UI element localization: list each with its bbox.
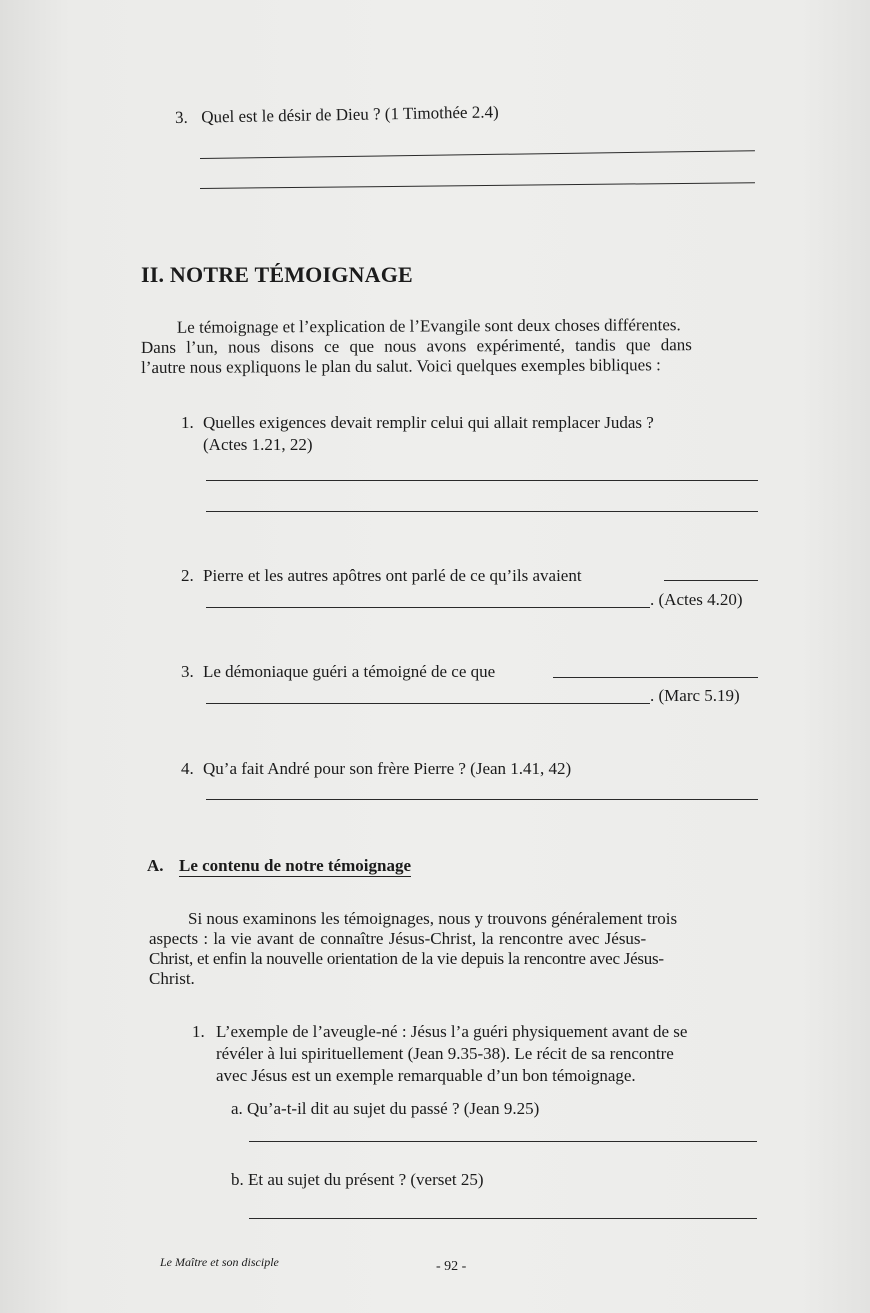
question-3-number: 3.: [181, 662, 194, 681]
answer-line[interactable]: [206, 799, 758, 800]
answer-line[interactable]: [664, 580, 758, 581]
example-1-line-3: avec Jésus est un exemple remarquable d’un bon témoignage.: [216, 1066, 636, 1085]
answer-line[interactable]: [206, 703, 650, 704]
question-2-ref: . (Actes 4.20): [650, 590, 743, 609]
subsection-paragraph: [149, 909, 757, 989]
intro-line-1: Le témoignage et l’explication de l’Evangile sont deux choses différentes.: [176, 315, 681, 337]
subsection-line-1: Si nous examinons les témoignages, nous y trouvons généralement trois: [188, 909, 678, 928]
footer-book-title: Le Maître et son disciple: [160, 1255, 279, 1269]
section-heading: II. NOTRE TÉMOIGNAGE: [141, 262, 413, 287]
intro-line-2: Dans l’un, nous disons ce que nous avons expérimenté, tandis que dans: [140, 335, 692, 357]
subsection-line-2: aspects : la vie avant de connaître Jésus-Christ, la rencontre avec Jésus-: [149, 929, 647, 948]
subsection-line-3: Christ, et enfin la nouvelle orientation de la vie depuis la rencontre avec Jésus-: [149, 949, 664, 968]
subsection-heading: [147, 856, 411, 876]
page-number: - 92 -: [436, 1259, 467, 1274]
intro-line-3: l’autre nous expliquons le plan du salut. Voici quelques exemples bibliques :: [141, 355, 661, 377]
question-1-ref: (Actes 1.21, 22): [203, 435, 313, 454]
question-1-text: Quelles exigences devait remplir celui qui allait remplacer Judas ?: [203, 413, 654, 432]
example-1-line-1: L’exemple de l’aveugle-né : Jésus l’a guéri physiquement avant de se: [216, 1022, 688, 1041]
question-2: [181, 566, 582, 586]
example-1: [192, 1021, 758, 1087]
question-2-text: Pierre et les autres apôtres ont parlé de ce qu’ils avaient: [203, 566, 582, 585]
question-1: [181, 412, 654, 456]
intro-paragraph: [141, 315, 758, 378]
subsection-title: Le contenu de notre témoignage: [179, 856, 411, 875]
question-4: [181, 759, 571, 779]
subsection-line-4: Christ.: [149, 969, 195, 988]
answer-line[interactable]: [249, 1218, 757, 1219]
answer-line[interactable]: [553, 677, 758, 678]
question-4-number: 4.: [181, 759, 194, 778]
example-question-a: a. Qu’a-t-il dit au sujet du passé ? (Jean 9.25): [231, 1099, 540, 1118]
question-4-text: Qu’a fait André pour son frère Pierre ? (Jean 1.41, 42): [203, 759, 572, 778]
example-question-b: b. Et au sujet du présent ? (verset 25): [231, 1170, 484, 1189]
question-1-number: 1.: [181, 413, 194, 432]
question-3-text: Le démoniaque guéri a témoigné de ce que: [203, 662, 496, 681]
top-question-text: Quel est le désir de Dieu ? (1 Timothée 2.4): [201, 102, 499, 127]
question-3-ref: . (Marc 5.19): [650, 686, 740, 705]
example-1-number: 1.: [192, 1022, 205, 1041]
example-1-line-2: révéler à lui spirituellement (Jean 9.35-38). Le récit de sa rencontre: [216, 1044, 674, 1063]
answer-line[interactable]: [200, 150, 755, 159]
answer-line[interactable]: [206, 607, 650, 608]
answer-line[interactable]: [206, 511, 758, 512]
subsection-letter: A.: [147, 856, 164, 875]
answer-line[interactable]: [206, 480, 758, 481]
question-3: [181, 662, 495, 682]
answer-line[interactable]: [249, 1141, 757, 1142]
top-question-number: 3.: [174, 107, 188, 127]
answer-line[interactable]: [200, 182, 755, 189]
top-question: [175, 102, 499, 128]
question-2-number: 2.: [181, 566, 194, 585]
